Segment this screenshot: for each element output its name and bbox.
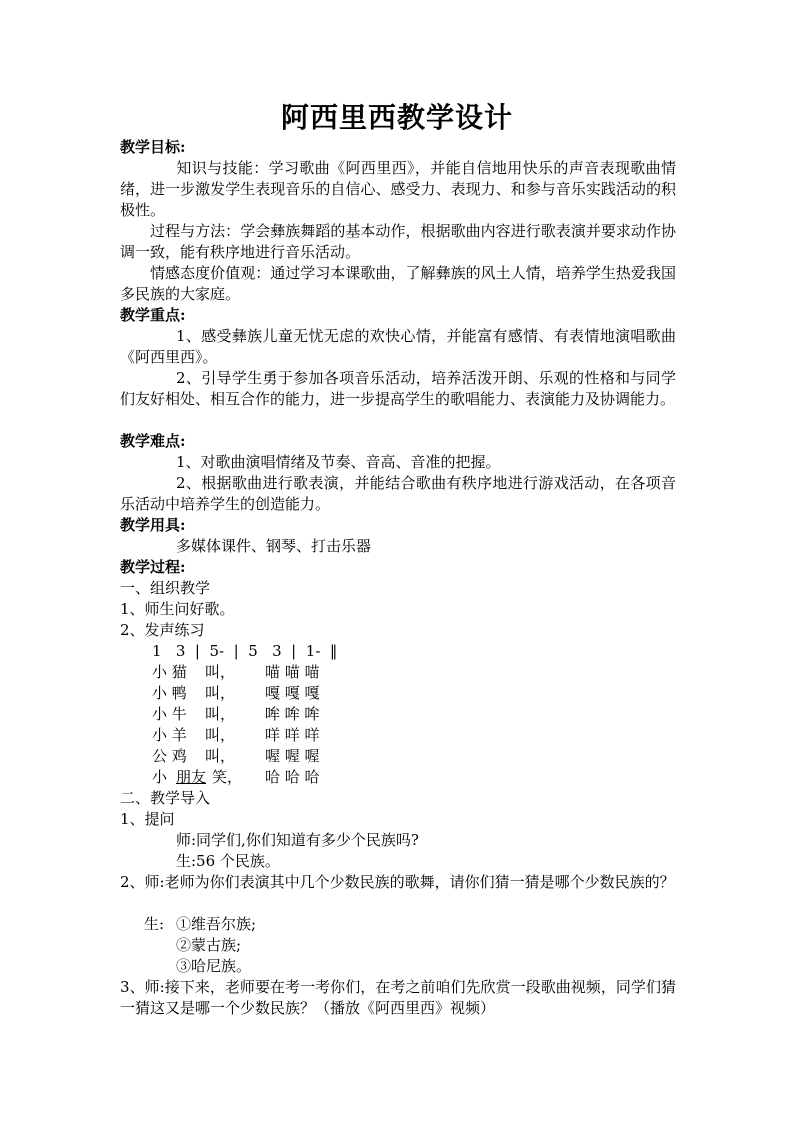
exercise-row-subject: 小	[152, 768, 168, 786]
objectives-heading: 教学目标:	[120, 138, 186, 156]
exercise-row-subject: 小 鸭	[152, 684, 187, 702]
objective-emotion-text: 情感态度价值观：通过学习本课歌曲，了解彝族的风土人情，培养学生热爱我国多民族的大家庭。	[120, 264, 676, 303]
key-points-heading: 教学重点:	[120, 306, 186, 324]
exercise-row-verb: 叫，	[205, 684, 236, 702]
objective-knowledge-text: 知识与技能：学习歌曲《阿西里西》，并能自信地用快乐的声音表现歌曲情绪，进一步激发学生表现音乐的自信心、感受力、表现力、和参与音乐实践活动的积极性。	[120, 159, 676, 219]
answer-option: ②蒙古族;	[176, 936, 242, 954]
exercise-row-subject: 小 羊	[152, 726, 187, 744]
process-heading: 教学过程:	[120, 558, 186, 576]
objective-emotion	[120, 263, 676, 305]
exercise-row-sound: 喵 喵 喵	[265, 663, 320, 681]
answer-option: ③哈尼族。	[176, 957, 252, 975]
answer-option: ①维吾尔族;	[176, 915, 257, 933]
difficulty-1-text: 1、对歌曲演唱情绪及节奏、音高、音准的把握。	[176, 453, 501, 471]
difficulties-heading: 教学难点:	[120, 432, 186, 450]
key-point-1	[120, 326, 676, 368]
document-title: 阿西里西教学设计	[280, 101, 513, 134]
difficulty-2	[120, 473, 676, 515]
exercise-row-verb: 叫，	[205, 726, 236, 744]
section-1-item-1: 1、师生问好歌。	[120, 600, 235, 618]
teacher-question: 师:同学们,你们知道有多少个民族吗?	[176, 831, 419, 849]
exercise-row-verb: 叫，	[205, 747, 236, 765]
exercise-row-sound: 咩 咩 咩	[265, 726, 320, 744]
exercise-row-subject: 小 猫	[152, 663, 187, 681]
key-point-2	[120, 368, 676, 410]
difficulty-2-text: 2、根据歌曲进行歌表演，并能结合歌曲有秩序地进行游戏活动，在各项音乐活动中培养学生的创造能力。	[120, 474, 676, 513]
exercise-row-sound: 喔 喔 喔	[265, 747, 320, 765]
exercise-row-subject: 公 鸡	[152, 747, 187, 765]
student-label: 生:	[144, 915, 165, 933]
tools-heading: 教学用具:	[120, 516, 186, 534]
exercise-row-sound: 嘎 嘎 嘎	[265, 684, 320, 702]
notation-line: 1 3 | 5- | 5 3 | 1- ‖	[152, 642, 338, 660]
section-1-item-2: 2、发声练习	[120, 621, 205, 639]
student-answer: 生:56 个民族。	[176, 852, 280, 870]
objective-knowledge	[120, 158, 676, 221]
section-2-item-2: 2、师:老师为你们表演其中几个少数民族的歌舞，请你们猜一猜是哪个少数民族的？	[120, 873, 675, 891]
exercise-row-verb: 笑，	[212, 768, 243, 786]
tools-text: 多媒体课件、钢琴、打击乐器	[176, 537, 372, 555]
exercise-row-verb: 叫，	[205, 705, 236, 723]
objective-process	[120, 221, 676, 263]
exercise-row-sound: 哞 哞 哞	[265, 705, 320, 723]
exercise-row-subject-underlined: 朋友	[176, 768, 207, 786]
section-2-item-1: 1、提问	[120, 810, 175, 828]
key-point-2-text: 2、引导学生勇于参加各项音乐活动，培养活泼开朗、乐观的性格和与同学们友好相处、相互合作的能力，进一步提高学生的歌唱能力、表演能力及协调能力。	[120, 369, 676, 408]
section-2-title: 二、教学导入	[120, 789, 211, 807]
section-1-title: 一、组织教学	[120, 579, 211, 597]
exercise-row-subject: 小 牛	[152, 705, 187, 723]
exercise-row-sound: 哈 哈 哈	[265, 768, 320, 786]
key-point-1-text: 1、感受彝族儿童无忧无虑的欢快心情，并能富有感情、有表情地演唱歌曲《阿西里西》。	[120, 327, 676, 366]
difficulty-1	[120, 452, 676, 473]
objective-process-text: 过程与方法：学会彝族舞蹈的基本动作，根据歌曲内容进行歌表演并要求动作协调一致，能有秩序地进行音乐活动。	[120, 222, 676, 261]
exercise-row-verb: 叫，	[205, 663, 236, 681]
section-2-item-3: 3、师:接下来，老师要在考一考你们，在考之前咱们先欣赏一段歌曲视频，同学们猜一猜这又是哪一个少数民族？（播放《阿西里西》视频）	[120, 978, 676, 1017]
